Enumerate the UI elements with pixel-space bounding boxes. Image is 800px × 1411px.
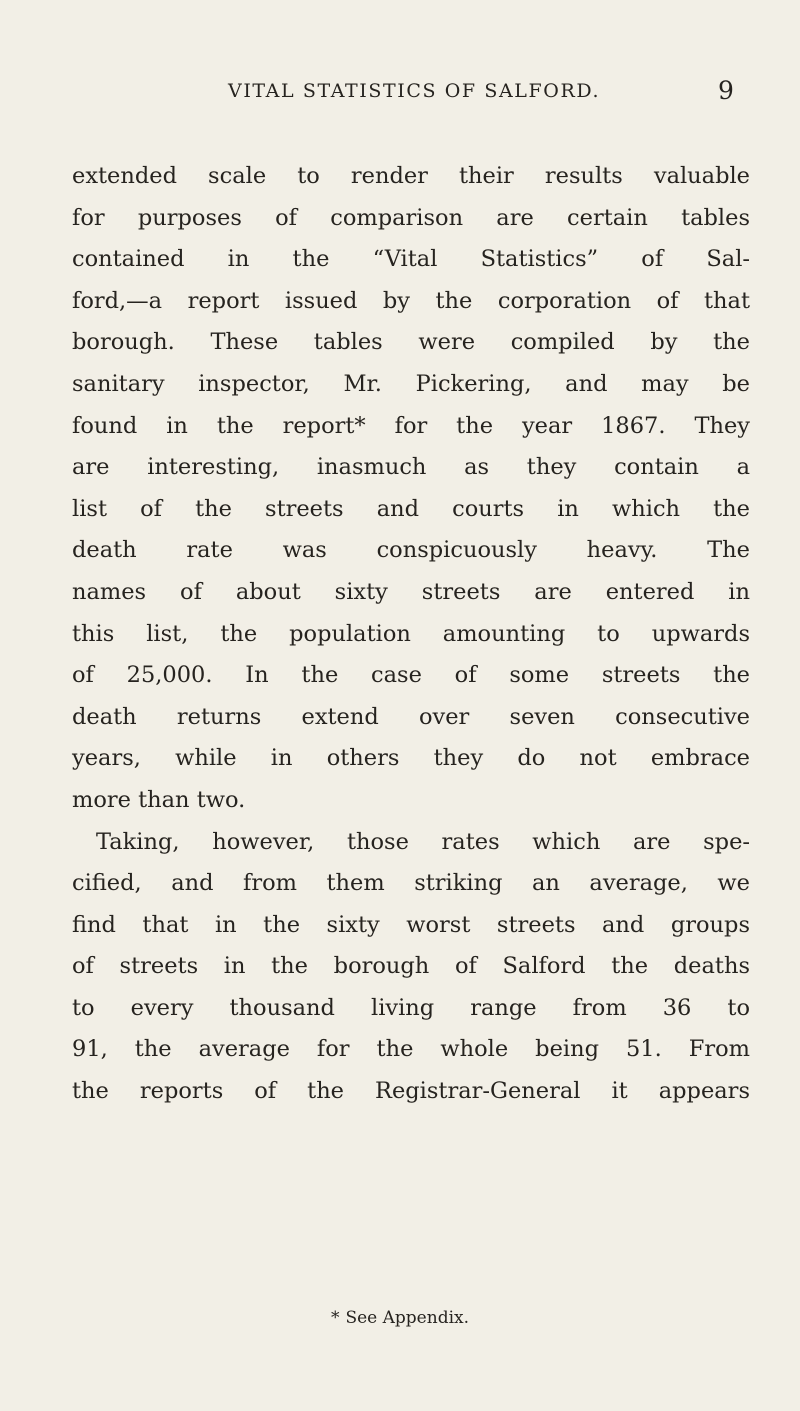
text-line: borough. These tables were compiled by the: [72, 329, 750, 356]
text-line: names of about sixty streets are entered in: [72, 578, 750, 605]
text-line: death rate was conspicuously heavy. The: [72, 537, 750, 564]
footnote-text: See Appendix.: [345, 1308, 470, 1328]
text-line: to every thousand living range from 36 to: [72, 994, 750, 1021]
text-line: sanitary inspector, Mr. Pickering, and may be: [72, 370, 750, 397]
text-line: 91, the average for the whole being 51. From: [72, 1036, 750, 1063]
text-line: more than two.: [72, 786, 246, 813]
text-line: of streets in the borough of Salford the deaths: [72, 953, 750, 980]
footnote: [0, 1308, 800, 1328]
running-head: VITAL STATISTICS OF SALFORD.: [228, 80, 601, 102]
text-line: for purposes of comparison are certain tables: [72, 204, 750, 231]
text-line: list of the streets and courts in which the: [72, 495, 750, 522]
text-line: find that in the sixty worst streets and groups: [72, 911, 750, 938]
text-line: Taking, however, those rates which are spe-: [96, 828, 750, 855]
text-line: death returns extend over seven consecutive: [72, 703, 750, 730]
text-line: the reports of the Registrar-General it appears: [72, 1078, 750, 1105]
text-line: extended scale to render their results valuable: [72, 163, 750, 189]
text-line: this list, the population amounting to upwards: [72, 620, 750, 647]
page-number: 9: [718, 76, 734, 105]
text-line: are interesting, inasmuch as they contain a: [72, 454, 750, 481]
footnote-marker: *: [330, 1308, 340, 1328]
text-line: of 25,000. In the case of some streets the: [72, 662, 750, 689]
text-line: years, while in others they do not embrace: [72, 745, 750, 772]
text-line: found in the report* for the year 1867. They: [72, 412, 750, 439]
text-line: ford,—a report issued by the corporation of that: [72, 287, 750, 314]
text-line: contained in the “Vital Statistics” of Sal-: [72, 246, 750, 273]
text-line: cified, and from them striking an average, we: [72, 870, 750, 897]
body-text: [72, 156, 750, 1113]
